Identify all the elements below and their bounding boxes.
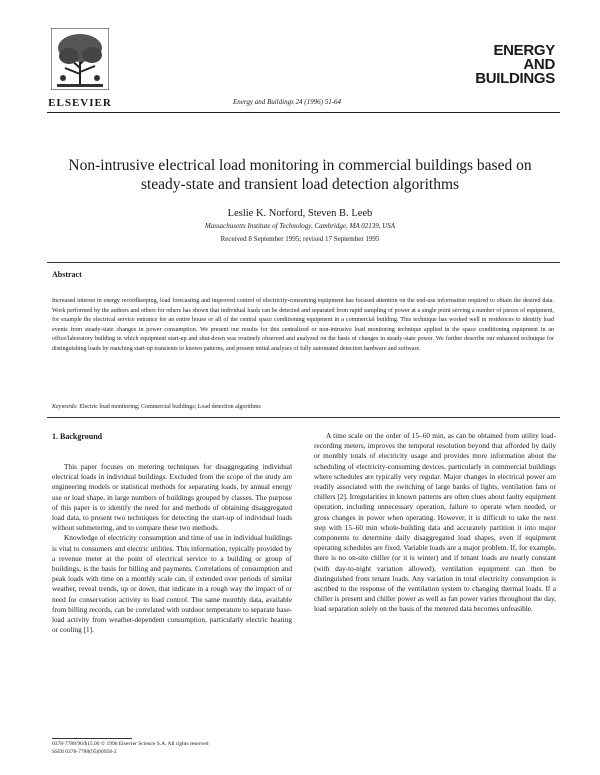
affiliation: Massachusetts Institute of Technology, Cambridge, MA 02139, USA <box>204 222 396 230</box>
abstract-heading: Abstract <box>52 270 82 279</box>
authors: Leslie K. Norford, Steven B. Leeb <box>227 208 373 219</box>
keywords-text: Electric load monitoring; Commercial buildings; Load detection algorithms <box>79 404 261 410</box>
journal-logo <box>475 44 555 86</box>
paper-title: Non-intrusive electrical load monitoring in commercial buildings based on steady-state and transient load detection algorithms <box>68 157 532 193</box>
paragraph: Knowledge of electricity consumption and time of use in individual buildings is vital to consumers and electric utilities. This information, typically provided by a revenue meter at the point of electrical service to a building or group of buildings, is the basis for billing and payments. Correlations of consumption and peak loads with time on a monthly scale can, if extended over periods of similar weather, reveal trends, up or down, that indicate in a rough way the impact of or need for conservation activity to load control. The same monthly data, available from billing records, can be correlated with outdoor temperature to separate base-load activity from weather-dependent consumption, particularly electric heating or cooling [1]. <box>52 533 292 635</box>
copyright-line: 0378-7788/96/$15.00 © 1996 Elsevier Science S.A. All rights reserved <box>52 741 209 747</box>
paragraph: This paper focuses on metering techniques for disaggregating individual electrical loads in individual buildings. Excluded from the scope of the study are engineering models or statistical methods for separating loads, by annual energy use or load shape, in large numbers of buildings grouped by classes. The purpose of this paper is to identify the need for and methods of obtaining disaggregated load data, to present two techniques for detecting the start-up of individual loads without submetering, and to compare these two methods. <box>52 462 292 533</box>
paragraph: A time scale on the order of 15–60 min, as can be obtained from utility load-recording meters, improves the temporal resolution beyond that afforded by daily or monthly totals of electricity usage and provides more information about the scheduling of electricity-consuming devices, particularly in commercial buildings where schedules are typically very regular. Major changes in electrical power are readily associated with the switching of large banks of lights, ventilation fans or chillers [2]. Irregularities in known patterns are often clues about faulty equipment operation, including unnecessary operation, failure to operate when needed, or gross changes in power when operating. However, it is difficult to take the next step with 15–60 min whole-building data and accurately partition it into major components to determine daily disaggregated load shapes, even if equipment operating schedules are fixed. Variable loads are a major problem. If, for example, there is no on-site chiller (or it is winter) and if tenant loads are nearly constant (with day-to-night variation allowed), ventilation equipment can then be distinguished from tenant loads. Any variation in total electricity consumption is ascribed to the response of the ventilation system to changing thermal loads. If a chiller is present and chiller power as well as fan power varies throughout the day, load separation solely on the basis of the metered data becomes unfeasible. <box>314 431 556 614</box>
received-dates: Received 8 September 1995; revised 17 September 1995 <box>220 235 380 243</box>
abstract-top-rule <box>47 262 560 263</box>
section-heading: 1. Background <box>52 432 103 441</box>
publisher-name: ELSEVIER <box>48 97 112 109</box>
keywords <box>52 404 261 410</box>
header-rule <box>47 112 560 113</box>
ssdi-line: SSDI 0378-7788(95)00958-2 <box>52 749 117 755</box>
left-column <box>52 462 292 635</box>
elsevier-tree-icon <box>51 28 109 90</box>
right-column <box>314 431 556 615</box>
copyright-footer <box>52 740 208 756</box>
journal-reference: Energy and Buildings 24 (1996) 51-64 <box>233 98 342 106</box>
journal-logo-line-3: BUILDINGS <box>475 70 555 87</box>
keywords-label: Keywords: <box>52 404 78 410</box>
journal-logo-line-1: ENERGY <box>493 42 555 59</box>
abstract-body: Increased interest in energy recordkeeping, load forecasting and improved control of electricity-consuming equipment has focused attention on the end-use information required to obtain the desired data. Work performed by the authors and others for others has shown that individual loads can be detected and separated from rapid sampling of power at a single point serving a number of pieces of equipment, for example the electrical service entrance for an entire house or all of the central space conditioning equipment in a commercial building. This technique has worked well in residences to identify load events from steady-state changes in power consumption. We present our results for this centralized or non-intrusive load monitoring technique applied in the space conditioning equipment in an office/laboratory building in which equipment start-up and shut-down was routinely observed and analyzed on the basis of changes in steady-state power. We further describe our enhanced technique for distinguishing loads by matching start-up transients to known patterns, and present initial analyses of fully automated detection hardware and software. <box>52 298 554 352</box>
publisher-logo <box>47 28 113 109</box>
footer-rule <box>52 738 132 739</box>
journal-logo-line-2: AND <box>523 56 555 73</box>
abstract-bottom-rule <box>47 417 560 418</box>
